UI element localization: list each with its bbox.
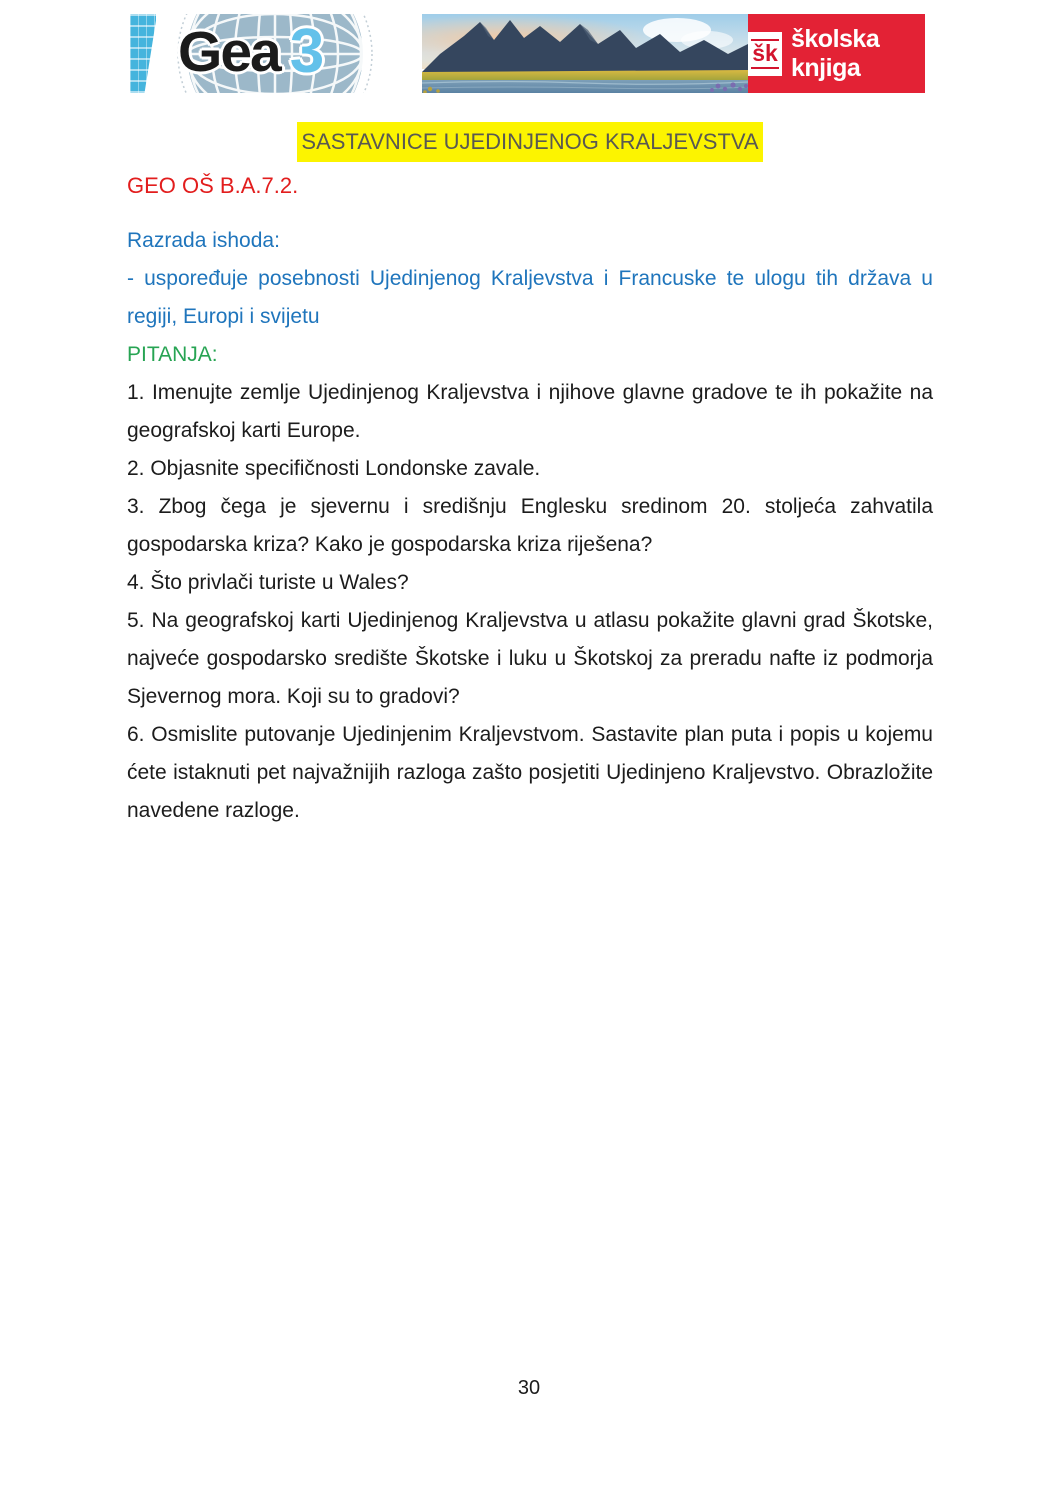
publisher-name: školska knjiga: [791, 24, 880, 82]
question-item: 1. Imenujte zemlje Ujedinjenog Kraljevstva i njihove glavne gradove te ih pokažite na geografskoj karti Europe.: [127, 381, 933, 442]
header-photo: [422, 14, 748, 93]
lesson-code: GEO OŠ B.A.7.2.: [127, 173, 299, 198]
sk-abbr: šk: [751, 39, 779, 69]
page-number: 30: [517, 1377, 541, 1399]
title-row: [127, 122, 933, 162]
question-item: 6. Osmislite putovanje Ujedinjenim Kraljevstvom. Sastavite plan puta i popis u kojemu ćete istaknuti pet najvažnijih razloga zašto posjetiti Ujedinjeno Kraljevstvo. Obrazložite navedene razloge.: [127, 723, 933, 822]
publisher-logo: [748, 14, 925, 93]
question-item: 2. Objasnite specifičnosti Londonske zavale.: [127, 457, 541, 480]
logo-number: 3: [289, 17, 323, 86]
question-item: 3. Zbog čega je sjevernu i središnju Englesku sredinom 20. stoljeća zahvatila gospodarska kriza? Kako je gospodarska kriza riješena?: [127, 495, 933, 556]
gea-logo: [130, 14, 422, 93]
logo-text: [178, 17, 323, 86]
logo-title: Gea: [178, 20, 280, 84]
header-banner: [130, 14, 925, 93]
question-item: 5. Na geografskoj karti Ujedinjenog Kraljevstva u atlasu pokažite glavni grad Škotske, najveće gospodarsko središte Škotske i luku u Škotskoj za preradu nafte iz podmorja Sjevernog mora. Koji su to gradovi?: [127, 609, 933, 708]
outcome-heading: Razrada ishoda:: [127, 229, 280, 252]
questions-heading: PITANJA:: [127, 343, 218, 366]
page-title: SASTAVNICE UJEDINJENOG KRALJEVSTVA: [297, 122, 762, 162]
sk-logo-icon: [748, 32, 782, 76]
outcome-item: - uspoređuje posebnosti Ujedinjenog Kraljevstva i Francuske te ulogu tih država u regiji, Europi i svijetu: [127, 267, 933, 328]
document-content: [127, 122, 933, 830]
question-item: 4. Što privlači turiste u Wales?: [127, 571, 409, 594]
